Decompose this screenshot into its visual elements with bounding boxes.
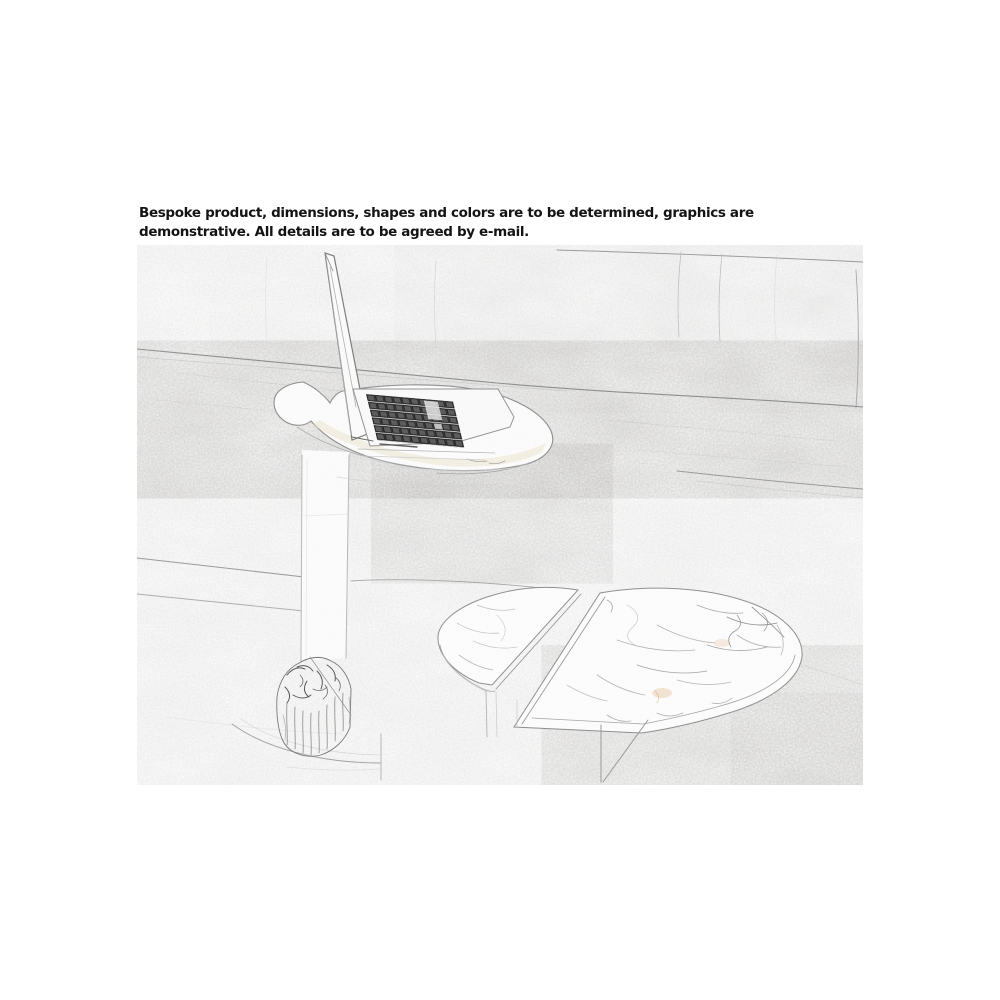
disclaimer-text <box>139 204 819 241</box>
disclaimer-line-2: demonstrative. All details are to be agreed by e-mail. <box>139 223 529 240</box>
paper-grain-overlay <box>137 245 863 785</box>
disclaimer-line-1: Bespoke product, dimensions, shapes and colors are to be determined, graphics are <box>139 205 754 221</box>
product-sketch-image <box>137 245 863 785</box>
product-sketch-svg <box>137 245 863 785</box>
